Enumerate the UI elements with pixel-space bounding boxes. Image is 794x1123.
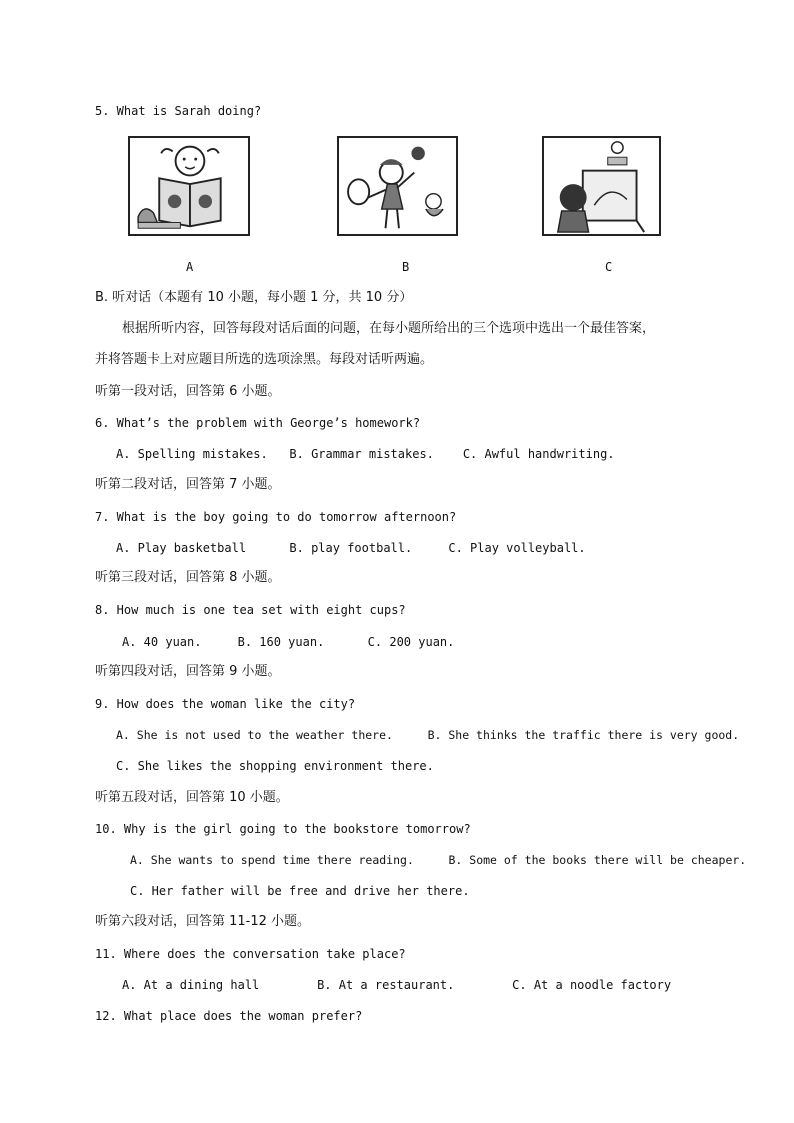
section-b-instruction-1: 根据所听内容，回答每段对话后面的问题，在每小题所给出的三个选项中选出一个最佳答案，	[122, 321, 656, 336]
q12-question: 12. What place does the woman prefer?	[95, 1009, 363, 1023]
picture-b-label: B	[402, 260, 410, 274]
girl-playing-tennis-icon	[339, 138, 456, 234]
q10-option-b: B. Some of the books there will be cheaper.	[448, 853, 747, 867]
q6-option-b: B. Grammar mistakes.	[289, 447, 434, 461]
girl-reading-book-icon	[130, 138, 248, 234]
q11-option-c: C. At a noodle factory	[512, 978, 672, 992]
q6-options	[116, 446, 615, 462]
q7-option-b: B. play football.	[289, 541, 413, 555]
picture-a-reading	[128, 136, 250, 236]
q6-option-c: C. Awful handwriting.	[462, 447, 615, 461]
q10-option-c: C. Her father will be free and drive her there.	[130, 884, 470, 898]
q9-question: 9. How does the woman like the city?	[95, 697, 356, 711]
q8-option-c: C. 200 yuan.	[367, 635, 455, 649]
q8-option-b: B. 160 yuan.	[237, 635, 325, 649]
q11-question: 11. Where does the conversation take place?	[95, 947, 406, 961]
q11-option-b: B. At a restaurant.	[317, 978, 455, 992]
q9-option-c: C. She likes the shopping environment there.	[116, 759, 434, 773]
dialog-5-heading: 听第五段对话，回答第 10 小题。	[95, 790, 289, 805]
dialog-1-heading: 听第一段对话，回答第 6 小题。	[95, 384, 281, 399]
dialog-4-heading: 听第四段对话，回答第 9 小题。	[95, 664, 281, 679]
q10-question: 10. Why is the girl going to the bookstore tomorrow?	[95, 822, 471, 836]
section-b-title: B. 听对话（本题有 10 小题，每小题 1 分，共 10 分）	[95, 290, 413, 305]
q8-options	[122, 634, 454, 650]
q7-options	[116, 540, 586, 556]
q9-option-b: B. She thinks the traffic there is very good.	[427, 728, 740, 742]
dialog-3-heading: 听第三段对话，回答第 8 小题。	[95, 570, 281, 585]
q7-question: 7. What is the boy going to do tomorrow afternoon?	[95, 510, 457, 524]
q7-option-a: A. Play basketball	[116, 541, 247, 555]
q6-option-a: A. Spelling mistakes.	[116, 447, 268, 461]
q11-option-a: A. At a dining hall	[122, 978, 260, 992]
q9-options-row-1	[116, 727, 739, 743]
picture-b-tennis	[337, 136, 458, 236]
q9-option-a: A. She is not used to the weather there.	[116, 728, 393, 742]
q8-option-a: A. 40 yuan.	[122, 635, 202, 649]
dialog-6-heading: 听第六段对话，回答第 11-12 小题。	[95, 914, 311, 929]
q10-option-a: A. She wants to spend time there reading.	[130, 853, 414, 867]
q5-question: 5. What is Sarah doing?	[95, 104, 262, 118]
q7-option-c: C. Play volleyball.	[448, 541, 586, 555]
picture-c-label: C	[605, 260, 613, 274]
girl-drawing-cat-icon	[544, 138, 659, 234]
section-b-instruction-2: 并将答题卡上对应题目所选的选项涂黑。每段对话听两遍。	[95, 352, 434, 367]
dialog-2-heading: 听第二段对话，回答第 7 小题。	[95, 477, 281, 492]
q10-options-row-1	[130, 852, 746, 868]
picture-c-drawing	[542, 136, 661, 236]
q6-question: 6. What’s the problem with George’s homework?	[95, 416, 421, 430]
q8-question: 8. How much is one tea set with eight cups?	[95, 603, 406, 617]
q11-options	[122, 977, 671, 993]
picture-a-label: A	[186, 260, 194, 274]
